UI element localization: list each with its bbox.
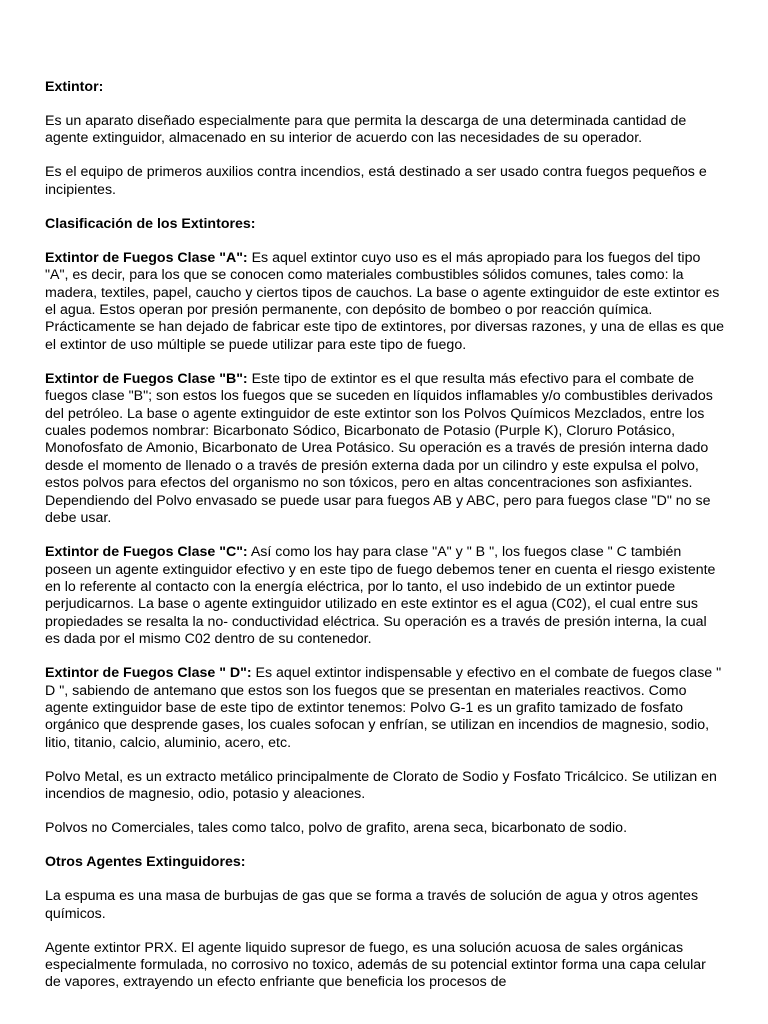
document-page [45, 79, 725, 1008]
document-title: Extintor: [45, 79, 104, 95]
intro-paragraph-2: Es el equipo de primeros auxilios contra incendios, está destinado a ser usado contra fuegos pequeños e incipientes. [45, 164, 707, 198]
class-a-text: Es aquel extintor cuyo uso es el más apropiado para los fuegos del tipo "A", es decir, para los que se conocen como materiales combustibles sólidos comunes, tales como: la madera, textiles, papel, caucho y ciertos tipos de cauchos. La base o agente extinguidor de este extintor es el agua. Estos operan por presión permanente, con depósito de bombeo o por reacción química. Prácticamente se han dejado de fabricar este tipo de extintores, por diversas razones, y una de ellas es que el extintor de uso múltiple se puede utilizar para este tipo de fuego. [45, 249, 725, 353]
intro-paragraph-1: Es un aparato diseñado especialmente para que permita la descarga de una determinada cantidad de agente extinguidor, almacenado en su interior de acuerdo con las necesidades de su operador. [45, 113, 687, 147]
polvos-no-comerciales-paragraph: Polvos no Comerciales, tales como talco, polvo de grafito, arena seca, bicarbonato de sodio. [45, 820, 628, 837]
class-d-lead: Extintor de Fuegos Clase " D": [45, 665, 252, 682]
class-d-text: Es aquel extintor indispensable y efectivo en el combate de fuegos clase " D ", sabiendo de antemano que estos son los fuegos que se presentan en materiales reactivos. Como agente extinguidor base de este tipo de extintor tenemos: Polvo G-1 es un grafito tamizado de fosfato orgánico que desprende gases, los cuales sofocan y enfrían, se utilizan en incendios de magnesio, sodio, litio, titanio, calcio, aluminio, acero, etc. [45, 665, 722, 751]
class-b-paragraph [45, 371, 725, 528]
polvo-metal-paragraph: Polvo Metal, es un extracto metálico principalmente de Clorato de Sodio y Fosfato Tricálcico. Se utilizan en incendios de magnesio, odio, potasio y aleaciones. [45, 768, 717, 803]
class-d-paragraph [45, 665, 725, 752]
class-c-text: Así como los hay para clase "A" y " B ", los fuegos clase " C también poseen un agente extinguidor efectivo y en este tipo de fuego debemos tener en cuenta el riesgo existente en lo referente al contacto con la energía eléctrica, por lo tanto, el uso indebido de un extintor puede perjudicarnos. La base o agente extinguidor utilizado en este extintor es el agua (C02), el cual entre sus propiedades se resalta la no- conductividad eléctrica. Su operación es a través de presión interna, la cual es dada por el mismo C02 dentro de su contenedor. [45, 544, 716, 648]
espuma-paragraph: La espuma es una masa de burbujas de gas que se forma a través de solución de agua y otros agentes químicos. [45, 888, 699, 922]
class-a-paragraph [45, 250, 725, 354]
classification-heading: Clasificación de los Extintores: [45, 215, 256, 232]
class-c-lead: Extintor de Fuegos Clase "C": [45, 544, 248, 561]
other-agents-heading: Otros Agentes Extinguidores: [45, 854, 246, 871]
class-a-lead: Extintor de Fuegos Clase "A": [45, 249, 248, 266]
prx-paragraph: Agente extintor PRX. El agente liquido supresor de fuego, es una solución acuosa de sales orgánicas especialmente formulada, no corrosivo no toxico, además de su potencial extintor forma una capa celular de vapores, extrayendo un efecto enfriante que beneficia los procesos de [45, 939, 706, 991]
class-c-paragraph [45, 544, 725, 648]
class-b-lead: Extintor de Fuegos Clase "B": [45, 370, 248, 387]
class-b-text: Este tipo de extintor es el que resulta más efectivo para el combate de fuegos clase "B"; son estos los fuegos que se suceden en líquidos inflamables y/o combustibles derivados del petróleo. La base o agente extinguidor de este extintor son los Polvos Químicos Mezclados, entre los cuales podemos nombrar: Bicarbonato Sódico, Bicarbonato de Potasio (Purple K), Cloruro Potásico, Monofosfato de Amonio, Bicarbonato de Urea Potásico. Su operación es a través de presión interna dado desde el momento de llenado o a través de presión externa dada por un cilindro y este expulsa el polvo, estos polvos para efectos del organismo no son tóxicos, pero en altas concentraciones son asfixiantes. Dependiendo del Polvo envasado se puede usar para fuegos AB y ABC, pero para fuegos clase "D" no se debe usar. [45, 370, 713, 527]
